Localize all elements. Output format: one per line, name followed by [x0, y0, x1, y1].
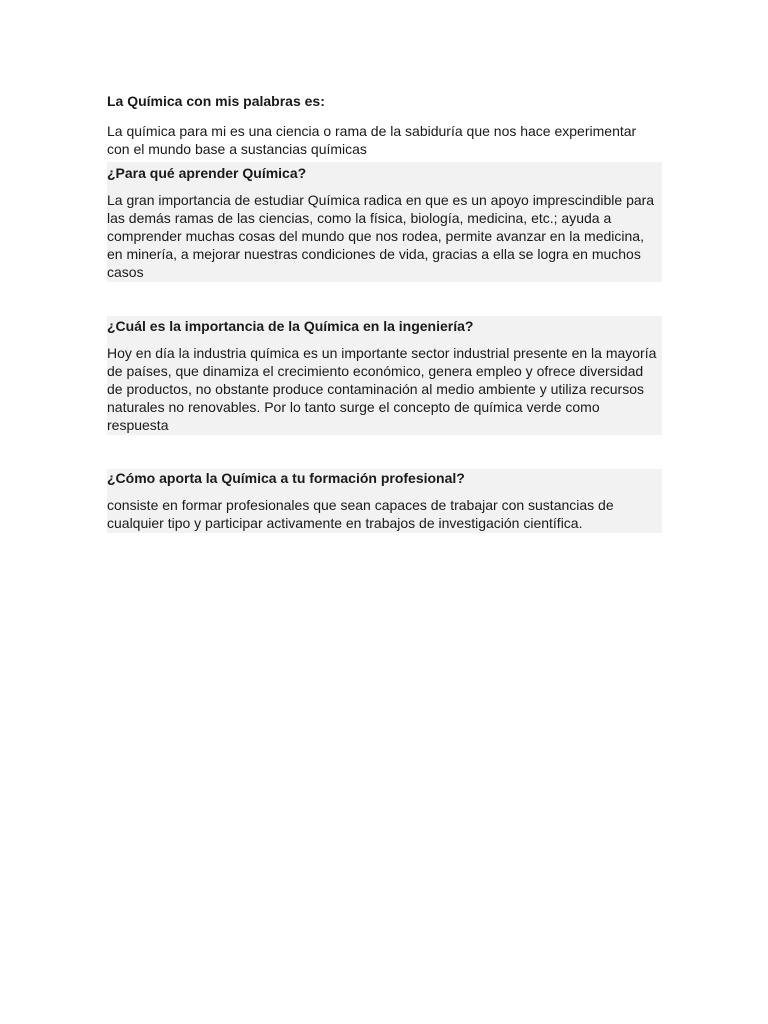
- section-why-learn: [107, 162, 662, 282]
- section-heading: ¿Para qué aprender Química?: [107, 165, 307, 181]
- section-engineering-importance: [107, 316, 662, 435]
- section-body: La gran importancia de estudiar Química radica en que es un apoyo imprescindible para las demás ramas de las ciencias, como la física, biología, medicina, etc.; ayuda a comprender muchas cosas del mundo que nos rodea, permite avanzar en la medicina, en minería, a mejorar nuestras condiciones de vida, gracias a ella se logra en muchos casos: [107, 192, 655, 280]
- section-heading: La Química con mis palabras es:: [107, 93, 325, 109]
- section-definition: [107, 92, 662, 158]
- section-heading: ¿Cómo aporta la Química a tu formación profesional?: [107, 470, 465, 486]
- section-heading: ¿Cuál es la importancia de la Química en la ingeniería?: [107, 318, 474, 334]
- section-body: La química para mi es una ciencia o rama de la sabiduría que nos hace experimentar con el mundo base a sustancias químicas: [107, 123, 637, 157]
- section-professional-contribution: [107, 469, 662, 533]
- section-body: consiste en formar profesionales que sean capaces de trabajar con sustancias de cualquier tipo y participar activamente en trabajos de investigación científica.: [107, 497, 614, 531]
- section-body: Hoy en día la industria química es un importante sector industrial presente en la mayoría de países, que dinamiza el crecimiento económico, genera empleo y ofrece diversidad de productos, no obstante produce contaminación al medio ambiente y utiliza recursos naturales no renovables. Por lo tanto surge el concepto de química verde como respuesta: [107, 345, 657, 433]
- document-page: [107, 92, 662, 533]
